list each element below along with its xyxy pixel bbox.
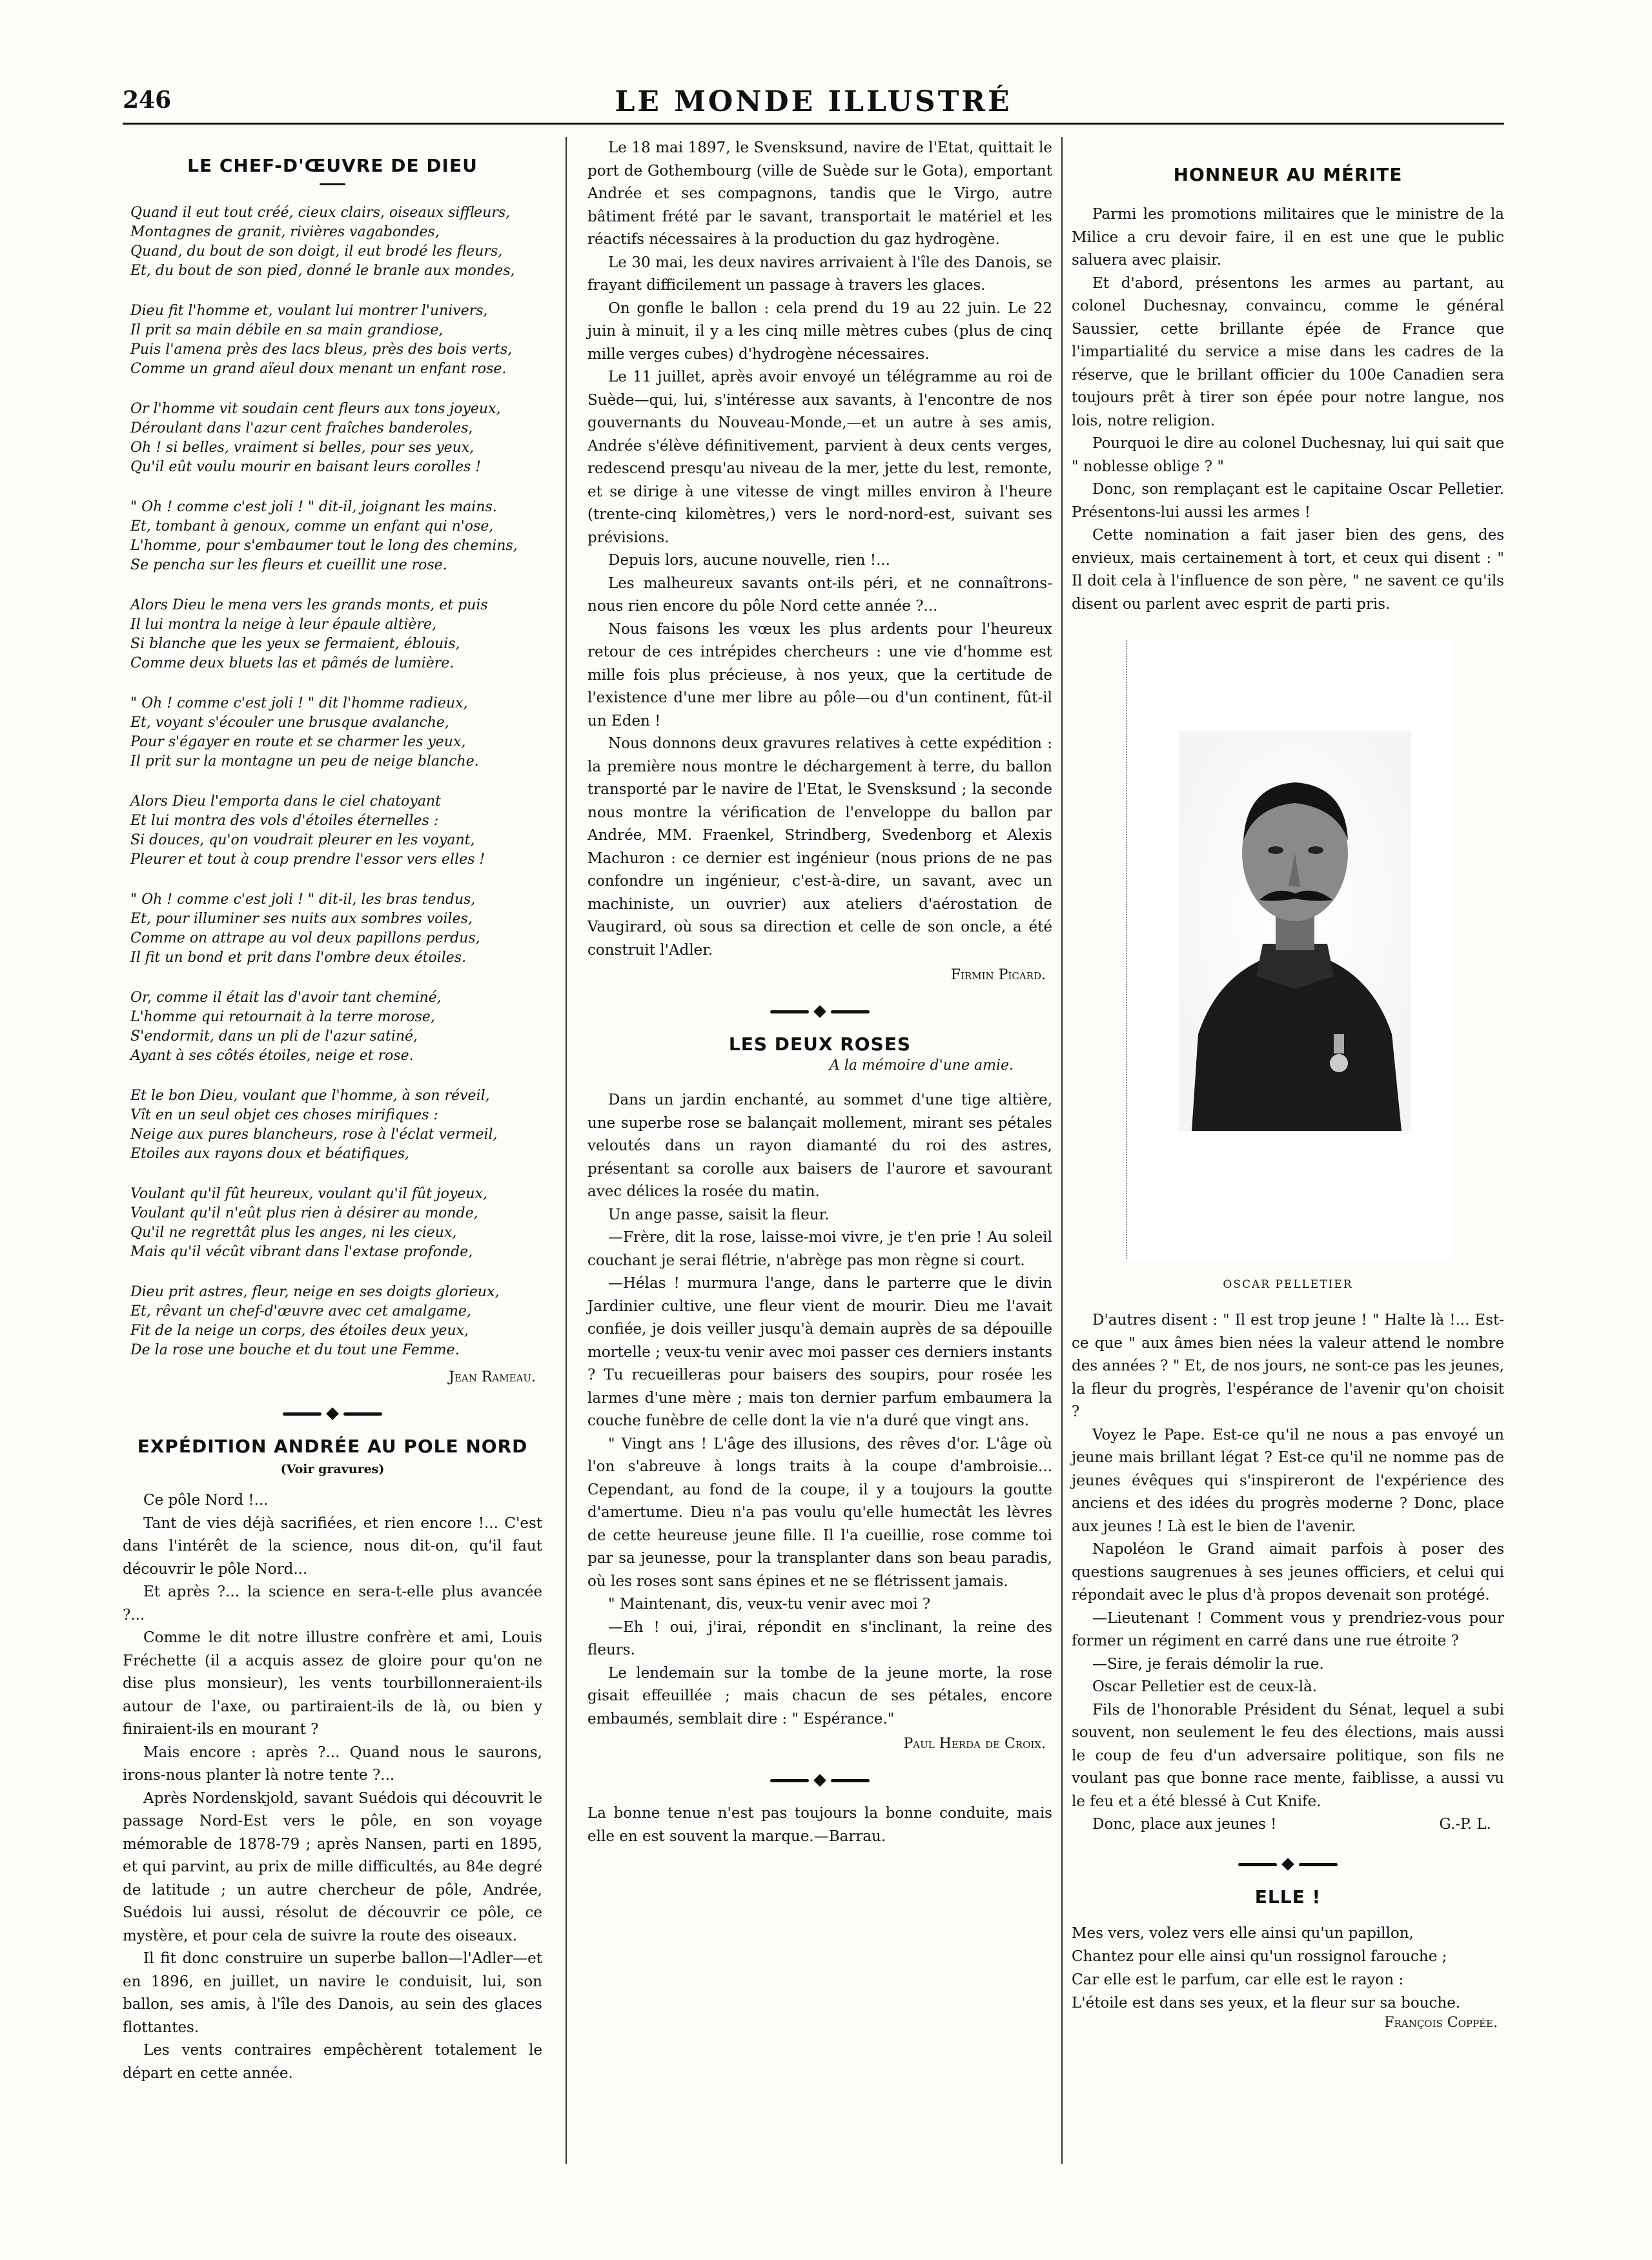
column-1 bbox=[123, 137, 542, 2085]
expedition-text bbox=[123, 1489, 542, 2085]
poem-line: Or, comme il était las d'avoir tant cheminé, bbox=[130, 990, 442, 1006]
poem-line: Si blanche que les yeux se fermaient, éblouis, bbox=[130, 636, 460, 652]
paragraph: Depuis lors, aucune nouvelle, rien !... bbox=[608, 552, 890, 569]
expedition-title: EXPÉDITION ANDRÉE AU POLE NORD bbox=[137, 1436, 528, 1457]
poem-line: Et, voyant s'écouler une brusque avalanche, bbox=[130, 715, 449, 731]
poem-line: Mais qu'il vécût vibrant dans l'extase profonde, bbox=[130, 1244, 473, 1260]
maxim: La bonne tenue n'est pas toujours la bonne conduite, mais elle en est souvent la marque.—Barrau. bbox=[587, 1805, 1052, 1845]
poem-line: Et lui montra des vols d'étoiles éternelles : bbox=[130, 813, 439, 829]
title-flourish bbox=[123, 181, 542, 187]
paragraph: Comme le dit notre illustre confrère et ami, Louis Fréchette (il a acquis assez de gloire pour qu'on ne dise plus monsieur), les vents tourbillonneraient-ils autour de l'axe, ou partiraient-ils de là, ou bien y finiraient-ils en mourant ? bbox=[123, 1629, 542, 1738]
poem-line: Il fit un bond et prit dans l'ombre deux étoiles. bbox=[130, 950, 467, 966]
poem-signature: Jean Rameau. bbox=[449, 1369, 536, 1385]
paragraph: Mais encore : après ?... Quand nous le saurons, irons-nous planter là notre tente ?... bbox=[123, 1744, 542, 1784]
poem-line: Quand il eut tout créé, cieux clairs, oiseaux siffleurs, bbox=[130, 205, 511, 221]
poem-line: Neige aux pures blancheurs, rose à l'éclat vermeil, bbox=[130, 1126, 498, 1143]
honneur-title: HONNEUR AU MÉRITE bbox=[1173, 164, 1403, 185]
paragraph: Fils de l'honorable Président du Sénat, lequel a subi souvent, non seulement le feu des élections, mais aussi le coup de feu d'un adversaire politique, son fils ne voulant pas que bonne race mente, faiblisse, a aussi vu le feu et a été blessé à Cut Knife. bbox=[1072, 1701, 1504, 1810]
poem-line: " Oh ! comme c'est joli ! " dit l'homme radieux, bbox=[130, 695, 468, 711]
honneur-closing: Donc, place aux jeunes ! bbox=[1092, 1816, 1277, 1833]
paragraph: Le 18 mai 1897, le Svensksund, navire de l'Etat, quittait le port de Gothembourg (ville de Suède sur le Gota), emportant Andrée et ses compagnons, tandis que le Virgo, autre bâtiment frété par le savant, transportait le matériel et les réactifs nécessaires à la production du gaz hydrogène. bbox=[587, 139, 1052, 248]
paragraph: Parmi les promotions militaires que le ministre de la Milice a cru devoir faire, il en est une que le public saluera avec plaisir. bbox=[1072, 206, 1504, 269]
paragraph: Dans un jardin enchanté, au sommet d'une tige altière, une superbe rose se balançait mollement, mirant ses pétales veloutés dans un rayon diamanté du roi des astres, présentant sa corolle aux baisers de l'aurore et savourant avec délices la rosée du matin. bbox=[587, 1092, 1052, 1200]
photo-caption: OSCAR PELLETIER bbox=[1223, 1278, 1353, 1291]
poem-line: S'endormit, dans un pli de l'azur satiné, bbox=[130, 1028, 418, 1044]
poem-line: Et, pour illuminer ses nuits aux sombres voiles, bbox=[130, 911, 473, 927]
poem-stanza bbox=[130, 1283, 542, 1360]
poem-line: Montagnes de granit, rivières vagabondes, bbox=[130, 224, 440, 240]
poem-stanza bbox=[130, 1185, 542, 1262]
poem-line: L'homme qui retournait à la terre morose, bbox=[130, 1009, 435, 1025]
paragraph: Napoléon le Grand aimait parfois à poser des questions saugrenues à ses jeunes officiers, et celui qui répondait avec le plus d'à propos devenait son protégé. bbox=[1072, 1541, 1504, 1603]
honneur-signature: G.-P. L. bbox=[1439, 1816, 1491, 1833]
poem-line: Vît en un seul objet ces choses mirifiques : bbox=[130, 1107, 438, 1123]
paragraph: Donc, son remplaçant est le capitaine Oscar Pelletier. Présentons-lui aussi les armes ! bbox=[1072, 481, 1504, 521]
section-ornament bbox=[587, 1005, 1052, 1018]
paragraph: Le lendemain sur la tombe de la jeune morte, la rose gisait effeuillée ; mais chacun de ses pétales, encore embaumés, semblait dire : " Espérance." bbox=[587, 1664, 1052, 1727]
poem-line: Comme un grand aïeul doux menant un enfant rose. bbox=[130, 361, 507, 377]
roses-title: LES DEUX ROSES bbox=[728, 1033, 912, 1055]
poem-line: Et, tombant à genoux, comme un enfant qui n'ose, bbox=[130, 518, 494, 534]
paragraph: Nous donnons deux gravures relatives à cette expédition : la première nous montre le déchargement à terre, du ballon transporté par le navire de l'Etat, le Svensksund ; la seconde nous montre la vérification de l'enveloppe du ballon par Andrée, MM. Fraenkel, Strindberg, Svedenborg et Alexis Machuron : ce dernier est ingénieur (nous prions de ne pas confondre un ingénieur, c'est-à-dire, un savant, avec un machiniste, un ouvrier) aux ateliers d'aérostation de Vaugirard, où sous sa direction et celle de son oncle, a été construit l'Adler. bbox=[587, 735, 1052, 959]
paragraph: —Lieutenant ! Comment vous y prendriez-vous pour former un régiment en carré dans une rue étroite ? bbox=[1072, 1609, 1504, 1649]
paragraph: D'autres disent : " Il est trop jeune ! " Halte là !... Est-ce que " aux âmes bien nées la valeur attend le nombre des années ? " Et, de nos jours, ne sont-ce pas les jeunes, la fleur du progrès, l'espérance de l'avenir qu'on choisit ? bbox=[1072, 1312, 1504, 1420]
paragraph: Nous faisons les vœux les plus ardents pour l'heureux retour de ces intrépides chercheurs : une vie d'homme est mille fois plus précieuse, à nos yeux, que la certitude de l'existence d'une mer libre au pôle—ou d'un continent, fût-il un Eden ! bbox=[587, 620, 1052, 729]
poem-line: Ayant à ses côtés étoiles, neige et rose. bbox=[130, 1048, 414, 1064]
honneur-closing-line bbox=[1092, 1813, 1491, 1836]
paragraph: —Sire, je ferais démolir la rue. bbox=[1092, 1655, 1324, 1673]
poem-line: Il prit sur la montagne un peu de neige blanche. bbox=[130, 753, 479, 769]
poem-line: Pleurer et tout à coup prendre l'essor vers elles ! bbox=[130, 851, 485, 868]
poem-line: Si douces, qu'on voudrait pleurer en les voyant, bbox=[130, 832, 475, 848]
poem-line: Il lui montra la neige à leur épaule altière, bbox=[130, 616, 437, 633]
expedition-continued bbox=[587, 137, 1052, 962]
roses-dedication: A la mémoire d'une amie. bbox=[829, 1057, 1014, 1074]
elle-signature: François Coppée. bbox=[1384, 2015, 1498, 2031]
poem-line: Et, rêvant un chef-d'œuvre avec cet amalgame, bbox=[130, 1303, 471, 1319]
paragraph: On gonfle le ballon : cela prend du 19 au 22 juin. Le 22 juin à minuit, il y a les cinq mille mètres cubes (plus de cinq mille verges cubes) d'hydrogène nécessaires. bbox=[587, 300, 1052, 363]
poem-line: Il prit sa main débile en sa main grandiose, bbox=[130, 322, 444, 338]
poem-line: Dieu prit astres, fleur, neige en ses doigts glorieux, bbox=[130, 1284, 500, 1300]
paragraph: Le 30 mai, les deux navires arrivaient à l'île des Danois, se frayant difficilement un passage à travers les glaces. bbox=[587, 254, 1052, 294]
honneur-text-continued bbox=[1072, 1309, 1504, 1813]
paragraph: Les malheureux savants ont-ils péri, et ne connaîtrons-nous rien encore du pôle Nord cette année ?... bbox=[587, 575, 1052, 615]
portrait-image bbox=[1179, 731, 1411, 1131]
roses-signature: Paul Herda de Croix. bbox=[903, 1736, 1046, 1752]
poem-line: Or l'homme vit soudain cent fleurs aux tons joyeux, bbox=[130, 401, 501, 417]
paragraph: —Hélas ! murmura l'ange, dans le parterre que le divin Jardinier cultive, une fleur vient de mourir. Dieu me l'avait confiée, je dois veiller jusqu'à demain auprès de sa dépouille mortelle ; veux-tu venir avec moi passer ces derniers instants ? Tu recueilleras pour baisers des soupirs, pour rosée les larmes d'une mère ; mais ton dernier parfum embaumera la couche funèbre de celle dont la vie n'a duré que vingt ans. bbox=[587, 1275, 1052, 1429]
poem-line: De la rose une bouche et du tout une Femme. bbox=[130, 1342, 460, 1358]
poem-line: Car elle est le parfum, car elle est le rayon : bbox=[1072, 1971, 1404, 1988]
section-ornament bbox=[587, 1774, 1052, 1787]
poem-line: Qu'il eût voulu mourir en baisant leurs corolles ! bbox=[130, 459, 482, 475]
paragraph: Ce pôle Nord !... bbox=[143, 1492, 269, 1509]
masthead: LE MONDE ILLUSTRÉ bbox=[615, 85, 1012, 118]
paragraph: Cette nomination a fait jaser bien des gens, des envieux, mais certainement à tort, et ceux qui disent : " Il doit cela à l'influence de son père, " ne savent ce qu'ils disent ou parlent avec esprit de parti pris. bbox=[1072, 527, 1504, 613]
paragraph: Un ange passe, saisit la fleur. bbox=[608, 1206, 830, 1223]
poem-line: Dieu fit l'homme et, voulant lui montrer l'univers, bbox=[130, 303, 488, 319]
poem-line: Et le bon Dieu, voulant que l'homme, à son réveil, bbox=[130, 1088, 490, 1104]
poem-line: " Oh ! comme c'est joli ! " dit-il, joignant les mains. bbox=[130, 499, 497, 515]
poem-line: Voulant qu'il n'eût plus rien à désirer au monde, bbox=[130, 1205, 478, 1221]
paragraph: Et d'abord, présentons les armes au partant, au colonel Duchesnay, convaincu, comme le général Saussier, cette brillante épée de France que l'impartialité du service a mise dans les cadres de la réserve, que le brillant officier du 100e Canadien sera toujours prêt à tirer son épée pour notre langue, nos lois, notre religion. bbox=[1072, 274, 1504, 429]
poem-stanza bbox=[130, 400, 542, 477]
page-header bbox=[123, 80, 1504, 125]
elle-title: ELLE ! bbox=[1254, 1886, 1321, 1908]
honneur-text bbox=[1072, 203, 1504, 616]
poem-line: " Oh ! comme c'est joli ! " dit-il, les bras tendus, bbox=[130, 891, 476, 908]
paragraph: Pourquoi le dire au colonel Duchesnay, lui qui sait que " noblesse oblige ? " bbox=[1072, 435, 1504, 475]
poem-stanza bbox=[130, 596, 542, 673]
poem-stanza bbox=[130, 1086, 542, 1164]
column-rule bbox=[566, 137, 567, 2164]
poem-stanza bbox=[130, 988, 542, 1066]
poem-line: Quand, du bout de son doigt, il eut brodé les fleurs, bbox=[130, 243, 503, 260]
paragraph: " Vingt ans ! L'âge des illusions, des rêves d'or. L'âge où l'on s'abreuve à longs traits à la coupe d'ambroisie... Cependant, au fond de la coupe, il y a toujours la goutte d'amertume. Dieu n'a pas voulu qu'elle humectât les lèvres de cette heureuse jeune fille. Il l'a cueillie, rose comme toi par sa jeunesse, pour la transplanter dans son beau paradis, où les roses sont sans épines et ne se flétrissent jamais. bbox=[587, 1435, 1052, 1590]
poem-line: Chantez pour elle ainsi qu'un rossignol farouche ; bbox=[1072, 1948, 1447, 1965]
expedition-signature: Firmin Picard. bbox=[950, 967, 1046, 983]
paragraph: —Frère, dit la rose, laisse-moi vivre, je t'en prie ! Au soleil couchant je serai flétrie, n'abrège pas mon règne si court. bbox=[587, 1229, 1052, 1269]
page-number: 246 bbox=[123, 87, 172, 114]
paragraph: Voyez le Pape. Est-ce qu'il ne nous a pas envoyé un jeune mais brillant légat ? Est-ce qu'il ne nomme pas de jeunes évêques qui s'inspireront de l'expérience des anciens et des idées du progrès moderne ? Donc, place aux jeunes ! Là est le bien de l'avenir. bbox=[1072, 1426, 1504, 1535]
poem-line: Se pencha sur les fleurs et cueillit une rose. bbox=[130, 557, 447, 573]
poem-line: Etoiles aux rayons doux et béatifiques, bbox=[130, 1146, 410, 1162]
paragraph: Après Nordenskjold, savant Suédois qui découvrit le passage Nord-Est vers le pôle, en son voyage mémorable de 1878-79 ; après Nansen, parti en 1895, et qui parvint, au prix de mille difficultés, au 84e degré de latitude ; un autre chercheur de pôle, Andrée, Suédois lui aussi, résolut de découvrir ce pôle, ce mystère, et pour cela de suivre la route des oiseaux. bbox=[123, 1789, 542, 1944]
paragraph: Les vents contraires empêchèrent totalement le départ en cette année. bbox=[123, 2042, 542, 2082]
poem-stanza bbox=[130, 498, 542, 575]
paragraph: —Eh ! oui, j'irai, répondit en s'inclinant, la reine des fleurs. bbox=[587, 1618, 1052, 1658]
poem-stanza bbox=[130, 301, 542, 379]
portrait-photo bbox=[1126, 640, 1450, 1259]
roses-text bbox=[587, 1089, 1052, 1731]
column-2 bbox=[587, 137, 1052, 1848]
paragraph: Oscar Pelletier est de ceux-là. bbox=[1092, 1678, 1318, 1695]
poem-stanza bbox=[130, 792, 542, 870]
paragraph: Il fit donc construire un superbe ballon—l'Adler—et en 1896, en juillet, un navire le conduisit, lui, son ballon, ses amis, à l'île des Danois, au sein des glaces flottantes. bbox=[123, 1950, 542, 2036]
poem-stanza bbox=[130, 890, 542, 968]
poem-line: L'étoile est dans ses yeux, et la fleur sur sa bouche. bbox=[1072, 1995, 1461, 2011]
poem-line: Comme on attrape au vol deux papillons perdus, bbox=[130, 930, 480, 946]
poem-line: Et, du bout de son pied, donné le branle aux mondes, bbox=[130, 263, 515, 279]
paragraph: " Maintenant, dis, veux-tu venir avec moi ? bbox=[608, 1596, 931, 1613]
poem-stanzas bbox=[123, 203, 542, 1360]
poem-line: Fit de la neige un corps, des étoiles deux yeux, bbox=[130, 1323, 469, 1339]
poem-line: Voulant qu'il fût heureux, voulant qu'il fût joyeux, bbox=[130, 1186, 487, 1202]
poem-line: Alors Dieu le mena vers les grands monts, et puis bbox=[130, 597, 488, 613]
section-ornament bbox=[1072, 1858, 1504, 1871]
poem-line: Comme deux bluets las et pâmés de lumière. bbox=[130, 655, 454, 671]
poem-line: Mes vers, volez vers elle ainsi qu'un papillon, bbox=[1072, 1925, 1414, 1942]
poem-line: Pour s'égayer en route et se charmer les yeux, bbox=[130, 734, 466, 750]
poem-line: L'homme, pour s'embaumer tout le long des chemins, bbox=[130, 538, 518, 554]
poem-line: Oh ! si belles, vraiment si belles, pour ses yeux, bbox=[130, 440, 474, 456]
poem-line: Puis l'amena près des lacs bleus, près des bois verts, bbox=[130, 341, 513, 358]
poem-line: Qu'il ne regrettât plus les anges, ni les cieux, bbox=[130, 1225, 457, 1241]
elle-poem bbox=[1072, 1922, 1504, 2015]
paragraph: Le 11 juillet, après avoir envoyé un télégramme au roi de Suède—qui, lui, s'intéresse aux savants, à l'encontre de nos gouvernants du Nouveau-Monde,—et un autre à ses amis, Andrée s'élève définitivement, parvient à deux cents verges, redescend presqu'au niveau de la mer, jette du lest, remonte, et se dirige à une vitesse de vingt milles environ à l'heure (trente-cinq kilomètres,) vers le nord-nord-est, suivant ses prévisions. bbox=[587, 369, 1052, 546]
paragraph: Et après ?... la science en sera-t-elle plus avancée ?... bbox=[123, 1583, 542, 1624]
column-3 bbox=[1072, 137, 1504, 2050]
poem-stanza bbox=[130, 694, 542, 771]
column-rule bbox=[1061, 137, 1063, 2164]
section-ornament bbox=[123, 1407, 542, 1420]
poem-stanza bbox=[130, 203, 542, 281]
paragraph: Tant de vies déjà sacrifiées, et rien encore !... C'est dans l'intérêt de la science, nous dit-on, qu'il faut découvrir le pôle Nord... bbox=[123, 1514, 542, 1578]
poem-line: Alors Dieu l'emporta dans le ciel chatoyant bbox=[130, 793, 441, 809]
poem-line: Déroulant dans l'azur cent fraîches banderoles, bbox=[130, 420, 473, 436]
poem-title: LE CHEF-D'ŒUVRE DE DIEU bbox=[187, 155, 478, 176]
expedition-subtitle: (Voir gravures) bbox=[280, 1462, 385, 1476]
